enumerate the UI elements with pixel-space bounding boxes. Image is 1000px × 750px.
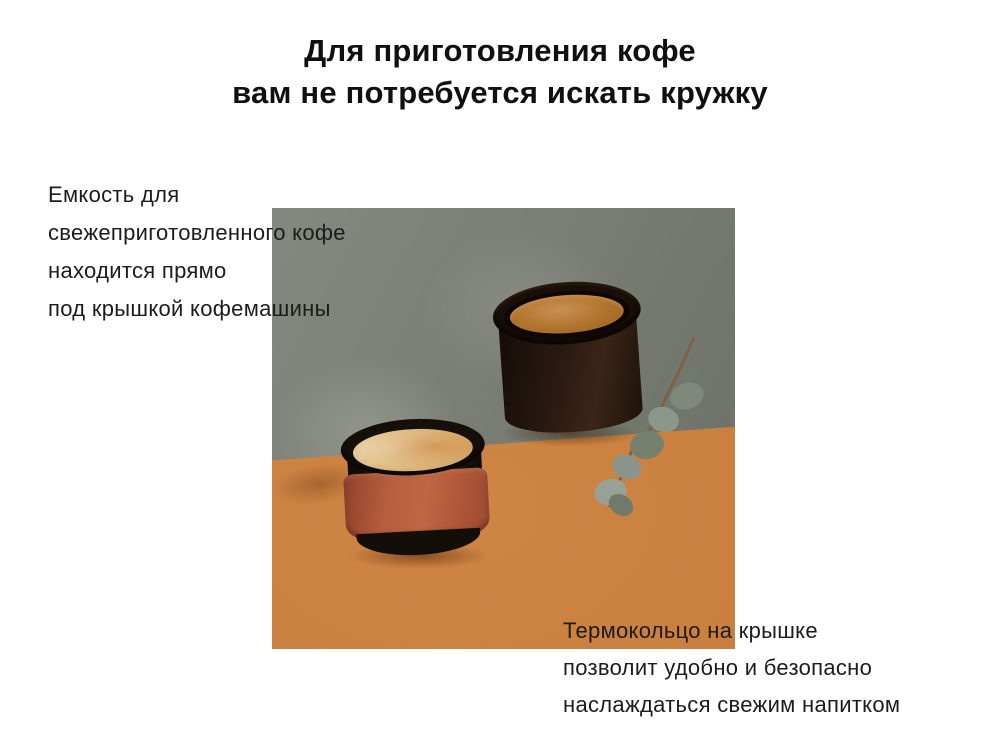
terracotta-thermo-cup	[338, 415, 493, 565]
caption-line: находится прямо	[48, 258, 227, 283]
caption-line: позволит удобно и безопасно	[563, 655, 873, 680]
caption-line: свежеприготовленного кофе	[48, 220, 346, 245]
caption-thermo-ring	[563, 612, 900, 723]
cup-base	[356, 528, 481, 558]
caption-line: Емкость для	[48, 182, 180, 207]
title-line-2: вам не потребуется искать кружку	[232, 75, 768, 110]
page-title	[0, 30, 1000, 114]
caption-line: наслаждаться свежим напитком	[563, 692, 901, 717]
caption-coffee-container	[48, 176, 346, 328]
black-thermo-cup	[491, 277, 649, 441]
title-line-1: Для приготовления кофе	[304, 33, 696, 68]
caption-line: под крышкой кофемашины	[48, 296, 331, 321]
caption-line: Термокольцо на крышке	[563, 618, 818, 643]
eucalyptus-leaf	[680, 363, 703, 384]
